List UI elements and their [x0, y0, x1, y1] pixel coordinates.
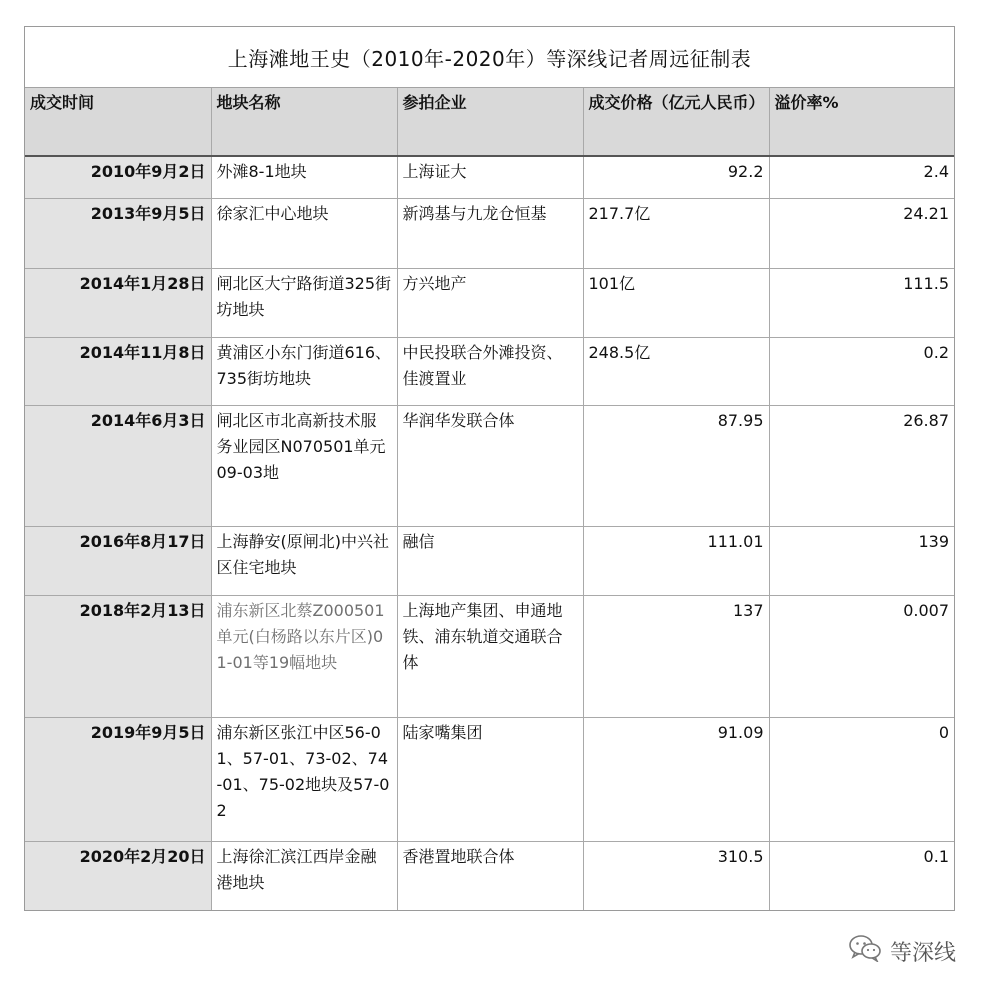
- cell-date: 2020年2月20日: [25, 841, 211, 910]
- header-date: 成交时间: [25, 88, 211, 156]
- table-row: [25, 841, 954, 910]
- watermark: [848, 936, 956, 966]
- cell-company: 上海地产集团、申通地铁、浦东轨道交通联合体: [397, 595, 583, 717]
- cell-date: 2014年1月28日: [25, 268, 211, 337]
- cell-date: 2014年6月3日: [25, 405, 211, 526]
- cell-company: 香港置地联合体: [397, 841, 583, 910]
- header-price: 成交价格（亿元人民币）: [583, 88, 769, 156]
- cell-parcel: 上海徐汇滨江西岸金融港地块: [211, 841, 397, 910]
- cell-date: 2010年9月2日: [25, 156, 211, 198]
- cell-price: 87.95: [583, 405, 769, 526]
- cell-price: 248.5亿: [583, 337, 769, 405]
- cell-price: 217.7亿: [583, 198, 769, 268]
- cell-premium: 0.007: [769, 595, 954, 717]
- header-parcel: 地块名称: [211, 88, 397, 156]
- cell-price: 310.5: [583, 841, 769, 910]
- cell-price: 92.2: [583, 156, 769, 198]
- cell-parcel: 外滩8-1地块: [211, 156, 397, 198]
- table-row: [25, 405, 954, 526]
- cell-date: 2016年8月17日: [25, 526, 211, 595]
- header-company: 参拍企业: [397, 88, 583, 156]
- watermark-text: 等深线: [890, 940, 957, 966]
- cell-company: 陆家嘴集团: [397, 717, 583, 841]
- cell-company: 中民投联合外滩投资、佳渡置业: [397, 337, 583, 405]
- cell-premium: 0.2: [769, 337, 954, 405]
- cell-date: 2014年11月8日: [25, 337, 211, 405]
- table-row: [25, 595, 954, 717]
- cell-price: 137: [583, 595, 769, 717]
- cell-date: 2013年9月5日: [25, 198, 211, 268]
- cell-price: 91.09: [583, 717, 769, 841]
- cell-company: 上海证大: [397, 156, 583, 198]
- cell-company: 华润华发联合体: [397, 405, 583, 526]
- cell-premium: 111.5: [769, 268, 954, 337]
- cell-parcel: 黄浦区小东门街道616、735街坊地块: [211, 337, 397, 405]
- table-row: [25, 717, 954, 841]
- cell-parcel: 浦东新区北蔡Z000501单元(白杨路以东片区)01-01等19幅地块: [211, 595, 397, 717]
- cell-company: 融信: [397, 526, 583, 595]
- cell-premium: 139: [769, 526, 954, 595]
- cell-parcel: 上海静安(原闸北)中兴社区住宅地块: [211, 526, 397, 595]
- table-sheet: [24, 26, 955, 911]
- cell-date: 2019年9月5日: [25, 717, 211, 841]
- cell-premium: 0: [769, 717, 954, 841]
- cell-premium: 2.4: [769, 156, 954, 198]
- wechat-icon: [848, 934, 882, 968]
- land-king-table: [25, 88, 954, 910]
- cell-parcel: 闸北区大宁路街道325街坊地块: [211, 268, 397, 337]
- cell-parcel: 徐家汇中心地块: [211, 198, 397, 268]
- header-row: [25, 88, 954, 156]
- cell-price: 111.01: [583, 526, 769, 595]
- cell-parcel: 浦东新区张江中区56-01、57-01、73-02、74-01、75-02地块及57-02: [211, 717, 397, 841]
- cell-company: 新鸿基与九龙仓恒基: [397, 198, 583, 268]
- cell-premium: 26.87: [769, 405, 954, 526]
- cell-parcel: 闸北区市北高新技术服务业园区N070501单元09-03地: [211, 405, 397, 526]
- cell-premium: 24.21: [769, 198, 954, 268]
- table-title: 上海滩地王史（2010年-2020年）等深线记者周远征制表: [25, 27, 954, 88]
- table-row: [25, 156, 954, 198]
- table-row: [25, 526, 954, 595]
- cell-company: 方兴地产: [397, 268, 583, 337]
- cell-premium: 0.1: [769, 841, 954, 910]
- table-row: [25, 268, 954, 337]
- cell-price: 101亿: [583, 268, 769, 337]
- table-row: [25, 198, 954, 268]
- header-premium: 溢价率%: [769, 88, 954, 156]
- table-row: [25, 337, 954, 405]
- cell-date: 2018年2月13日: [25, 595, 211, 717]
